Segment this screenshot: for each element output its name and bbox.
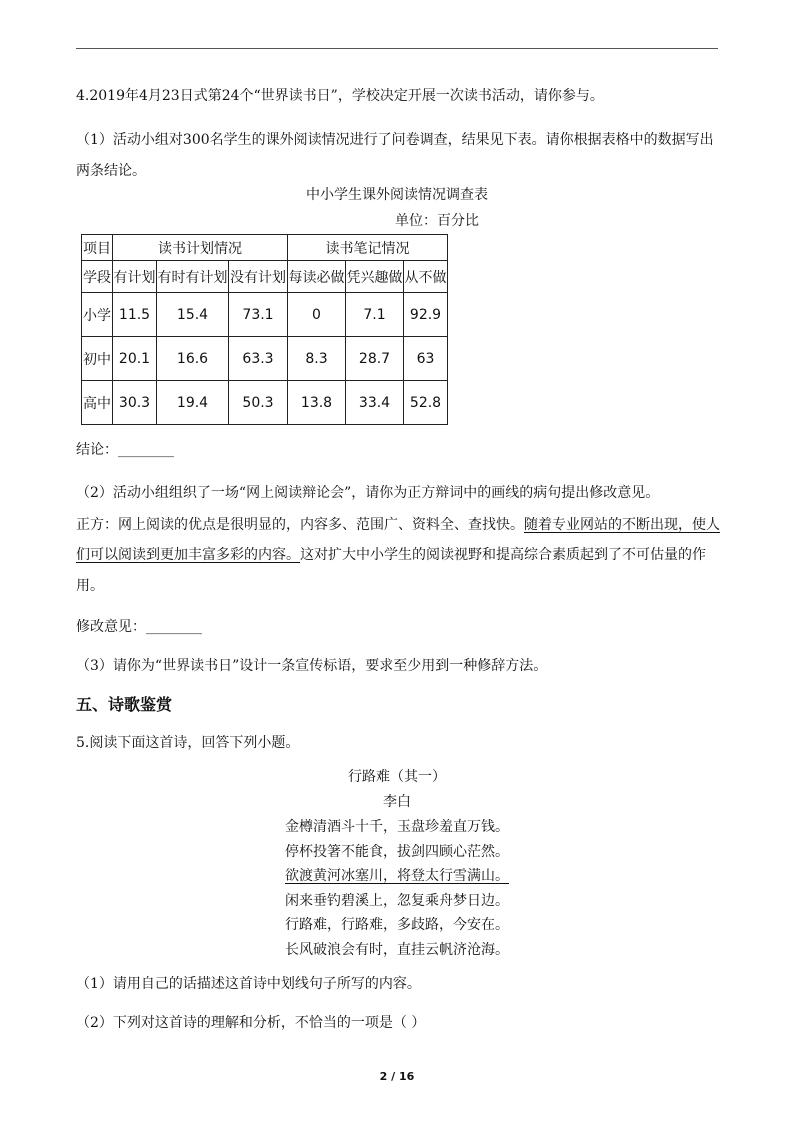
row-label: 小学 xyxy=(82,293,113,337)
conclusion-label: 结论： xyxy=(76,442,118,458)
debate-text: 这对扩大中小学生的阅读视野和提高综合素质起到了不可估量的作 xyxy=(300,547,706,563)
poem-line: 闲来垂钓碧溪上，忽复乘舟梦日边。 xyxy=(285,893,509,909)
debate-line-1 xyxy=(76,515,720,535)
table-corner-top: 项目 xyxy=(82,235,113,261)
column-header: 从不做 xyxy=(404,261,448,293)
header-rule xyxy=(76,48,718,49)
section-heading: 五、诗歌鉴赏 xyxy=(76,695,173,714)
table-row xyxy=(82,337,448,381)
debate-text: 正方：网上阅读的优点是很明显的，内容多、范围广、资料全、查找快。 xyxy=(76,517,524,533)
question-5-stem: 5.阅读下面这首诗，回答下列小题。 xyxy=(76,735,300,751)
column-header: 没有计划 xyxy=(229,261,288,293)
underlined-sentence: 们可以阅读到更加丰富多彩的内容。 xyxy=(76,547,300,563)
answer-blank: ________ xyxy=(118,442,174,458)
table-cell: 52.8 xyxy=(404,381,448,425)
table-cell: 30.3 xyxy=(113,381,157,425)
table-cell: 15.4 xyxy=(157,293,229,337)
table-cell: 0 xyxy=(288,293,346,337)
poem-title: 行路难（其一） xyxy=(348,769,446,785)
conclusion-line xyxy=(76,440,174,460)
debate-line-2 xyxy=(76,545,706,565)
table-cell: 92.9 xyxy=(404,293,448,337)
poem-line: 行路难，行路难，多歧路，今安在。 xyxy=(285,917,509,933)
column-header: 每读必做 xyxy=(288,261,346,293)
table-cell: 13.8 xyxy=(288,381,346,425)
table-row xyxy=(82,381,448,425)
table-cell: 8.3 xyxy=(288,337,346,381)
table-group-plan: 读书计划情况 xyxy=(113,235,288,261)
table-cell: 19.4 xyxy=(157,381,229,425)
table-cell: 7.1 xyxy=(346,293,404,337)
question-4-sub1-line1: （1）活动小组对300名学生的课外阅读情况进行了问卷调查，结果见下表。请你根据表格中的数据写出 xyxy=(76,132,714,148)
question-4-stem: 4.2019年4月23日式第24个“世界读书日”，学校决定开展一次读书活动，请你参与。 xyxy=(76,88,604,104)
poem-line: 停杯投箸不能食，拔剑四顾心茫然。 xyxy=(285,844,509,860)
column-header: 有时有计划 xyxy=(157,261,229,293)
table-title: 中小学生课外阅读情况调查表 xyxy=(306,187,488,203)
table-corner-bottom: 学段 xyxy=(82,261,113,293)
table-row xyxy=(82,293,448,337)
revision-line xyxy=(76,617,202,637)
question-5-sub2: （2）下列对这首诗的理解和分析，不恰当的一项是（ ） xyxy=(76,1015,426,1031)
table-cell: 16.6 xyxy=(157,337,229,381)
table-cell: 73.1 xyxy=(229,293,288,337)
question-4-sub3: （3）请你为“世界读书日”设计一条宣传标语，要求至少用到一种修辞方法。 xyxy=(76,658,548,674)
revision-label: 修改意见： xyxy=(76,619,146,635)
table-unit: 单位：百分比 xyxy=(395,213,479,229)
page-number: 2 / 16 xyxy=(379,1070,415,1083)
row-label: 初中 xyxy=(82,337,113,381)
table-cell: 63.3 xyxy=(229,337,288,381)
underlined-sentence: 随着专业网站的不断出现，使人 xyxy=(524,517,720,533)
table-cell: 50.3 xyxy=(229,381,288,425)
poem-line: 金樽清酒斗十千，玉盘珍羞直万钱。 xyxy=(285,819,509,835)
table-cell: 63 xyxy=(404,337,448,381)
table-cell: 20.1 xyxy=(113,337,157,381)
table-cell: 33.4 xyxy=(346,381,404,425)
table-cell: 28.7 xyxy=(346,337,404,381)
poem-line-underlined: 欲渡黄河冰塞川，将登太行雪满山。 xyxy=(285,868,509,884)
table-group-notes: 读书笔记情况 xyxy=(288,235,448,261)
poem-author: 李白 xyxy=(383,794,411,810)
row-label: 高中 xyxy=(82,381,113,425)
table-cell: 11.5 xyxy=(113,293,157,337)
question-5-sub1: （1）请用自己的话描述这首诗中划线句子所写的内容。 xyxy=(76,976,421,992)
answer-blank: ________ xyxy=(146,619,202,635)
column-header: 有计划 xyxy=(113,261,157,293)
question-4-sub1-line2: 两条结论。 xyxy=(76,163,146,179)
survey-table xyxy=(81,234,448,425)
poem-line: 长风破浪会有时，直挂云帆济沧海。 xyxy=(285,942,509,958)
debate-line-3: 用。 xyxy=(76,578,104,594)
question-4-sub2: （2）活动小组组织了一场“网上阅读辩论会”，请你为正方辩词中的画线的病句提出修改意见。 xyxy=(76,485,660,501)
column-header: 凭兴趣做 xyxy=(346,261,404,293)
